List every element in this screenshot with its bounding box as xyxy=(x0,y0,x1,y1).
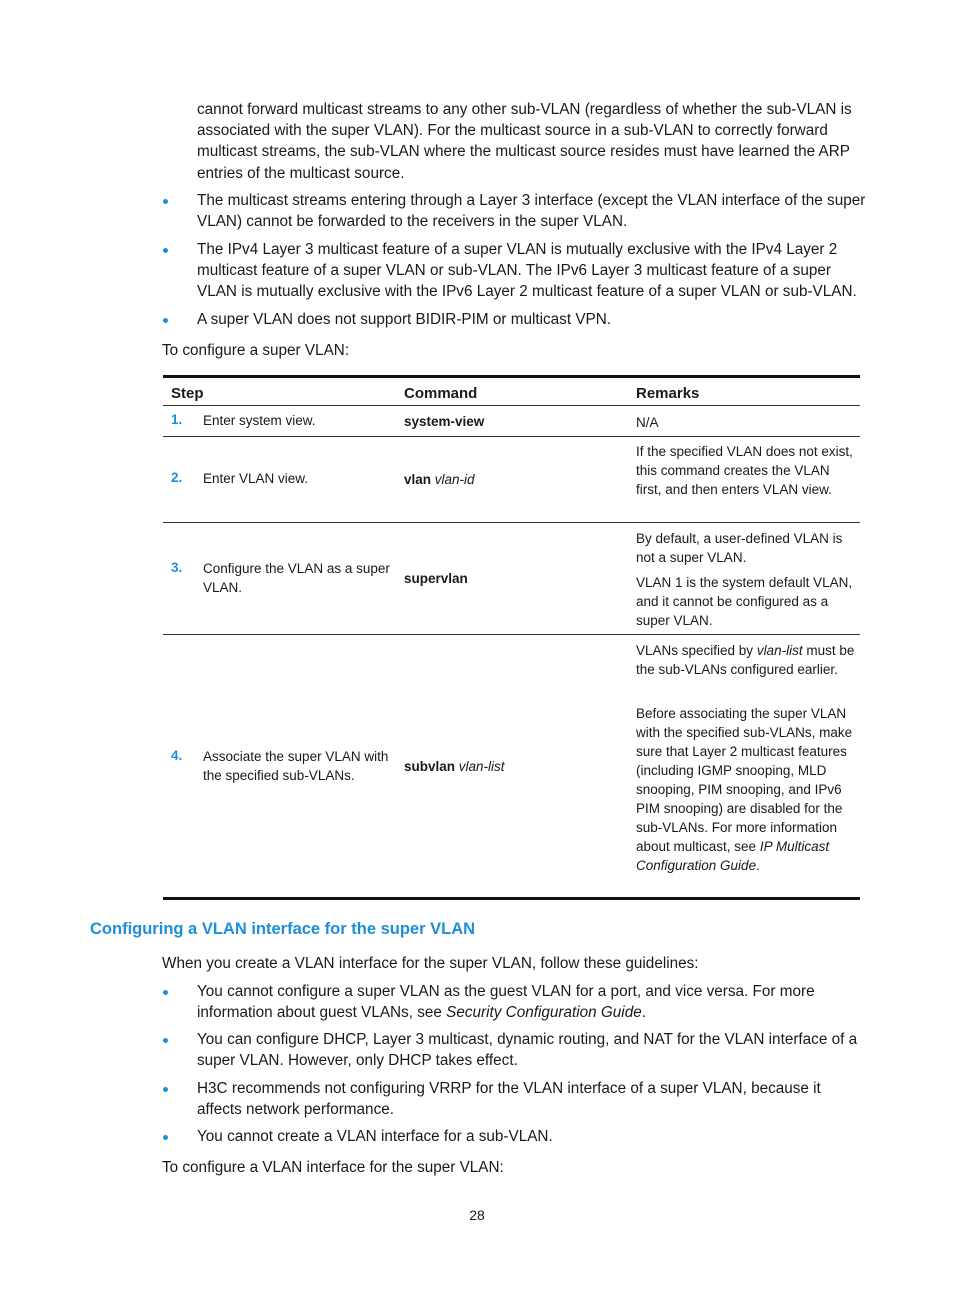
page-number: 28 xyxy=(469,1207,485,1223)
header-command: Command xyxy=(404,385,478,402)
guide-reference: Security Configuration Guide xyxy=(446,1004,642,1022)
bullet-dot-icon xyxy=(163,248,168,253)
bullet-text: H3C recommends not configuring VRRP for the VLAN interface of a super VLAN, because it affects network performance. xyxy=(197,1080,821,1119)
bullet-text: The multicast streams entering through a Layer 3 interface (except the VLAN interface of the super VLAN) cannot be forwarded to the receivers in the super VLAN. xyxy=(197,192,866,231)
remarks-cell: VLAN 1 is the system default VLAN, and it cannot be configured as a super VLAN. xyxy=(636,575,853,628)
command-keyword: supervlan xyxy=(404,571,468,586)
bullet-text: A super VLAN does not support BIDIR-PIM or multicast VPN. xyxy=(197,311,612,328)
step-description: Enter system view. xyxy=(203,413,316,428)
section-heading: Configuring a VLAN interface for the super VLAN xyxy=(90,920,476,938)
remarks-cell xyxy=(636,704,858,875)
command-cell xyxy=(404,414,484,429)
bullet-dot-icon xyxy=(163,318,168,323)
row-rule xyxy=(163,522,860,523)
bullet-text-part: . xyxy=(641,1004,646,1022)
step-number: 4. xyxy=(171,748,183,763)
header-step: Step xyxy=(171,385,204,402)
bullet-text: You can configure DHCP, Layer 3 multicast, dynamic routing, and NAT for the VLAN interface of a super VLAN. However, only DHCP takes effect. xyxy=(197,1031,858,1070)
command-argument: vlan-id xyxy=(434,472,475,487)
bullet-dot-icon xyxy=(163,1038,168,1043)
step-description: Configure the VLAN as a super VLAN. xyxy=(203,561,390,595)
step-description: Enter VLAN view. xyxy=(203,471,309,486)
bullet-dot-icon xyxy=(163,990,168,995)
command-argument: vlan-list xyxy=(458,759,505,774)
bullet-dot-icon xyxy=(163,1135,168,1140)
table-top-rule xyxy=(163,375,860,378)
bullet-dot-icon xyxy=(163,1087,168,1092)
row-rule xyxy=(163,634,860,635)
remarks-cell xyxy=(636,641,858,679)
remarks-cell: By default, a user-defined VLAN is not a super VLAN. xyxy=(636,531,843,565)
bullet-item xyxy=(162,981,867,1023)
command-cell xyxy=(404,472,475,487)
row-rule xyxy=(163,436,860,437)
command-keyword: vlan xyxy=(404,472,432,487)
remarks-cell: If the specified VLAN does not exist, this command creates the VLAN first, and then enters VLAN view. xyxy=(636,444,853,497)
header-rule xyxy=(163,405,860,406)
remarks-reference: IP Multicast Configuration Guide xyxy=(636,839,830,873)
table-bottom-rule xyxy=(163,897,860,900)
bullet-text xyxy=(197,981,867,1023)
remarks-cell: N/A xyxy=(636,415,659,430)
continuation-paragraph: cannot forward multicast streams to any other sub-VLAN (regardless of whether the sub-VLAN is associated with the super VLAN). For the multicast source in a sub-VLAN to correctly forward multicast streams, the sub-VLAN where the multicast source resides must have learned the ARP entries of the multicast source. xyxy=(197,101,852,182)
bullet-text: You cannot create a VLAN interface for a sub-VLAN. xyxy=(197,1128,553,1145)
header-remarks: Remarks xyxy=(636,385,700,402)
remarks-text: . xyxy=(756,858,760,873)
section-outro: To configure a VLAN interface for the super VLAN: xyxy=(162,1159,504,1176)
bullet-text: The IPv4 Layer 3 multicast feature of a super VLAN is mutually exclusive with the IPv4 Layer 2 multicast feature of a super VLAN or sub-VLAN. The IPv6 Layer 3 multicast feature of a super VLAN is mutually exclusive with the IPv6 Layer 2 multicast feature of a super VLAN or sub-VLAN. xyxy=(197,241,857,301)
bullet-item xyxy=(162,239,867,303)
step-number: 3. xyxy=(171,560,183,575)
bullet-item xyxy=(162,309,867,330)
bullet-item xyxy=(162,1078,867,1120)
remarks-text: VLANs specified by xyxy=(636,643,757,658)
remarks-text: Before associating the super VLAN with the specified sub-VLANs, make sure that Layer 2 multicast features (including IGMP snooping, MLD snooping, PIM snooping, and IPv6 PIM snooping) are disabled for the sub-VLANs. For more information about multicast, see xyxy=(636,706,853,854)
remarks-argument: vlan-list xyxy=(756,643,803,658)
command-keyword: subvlan xyxy=(404,759,456,774)
intro-text: To configure a super VLAN: xyxy=(162,342,350,359)
command-cell xyxy=(404,571,468,586)
step-description: Associate the super VLAN with the specified sub-VLANs. xyxy=(203,749,389,783)
command-cell xyxy=(404,759,505,774)
section-intro: When you create a VLAN interface for the super VLAN, follow these guidelines: xyxy=(162,955,699,972)
step-number: 2. xyxy=(171,470,183,485)
bullet-item xyxy=(162,1029,867,1071)
bullet-text-part: You cannot configure a super VLAN as the guest VLAN for a port, and vice versa. For more information about guest VLANs, see xyxy=(197,983,815,1022)
bullet-item xyxy=(162,190,867,232)
remarks-text: must be the sub-VLANs configured earlier. xyxy=(636,643,855,677)
command-keyword: system-view xyxy=(404,414,485,429)
bullet-item xyxy=(162,1126,867,1147)
bullet-dot-icon xyxy=(163,199,168,204)
step-number: 1. xyxy=(171,412,183,427)
